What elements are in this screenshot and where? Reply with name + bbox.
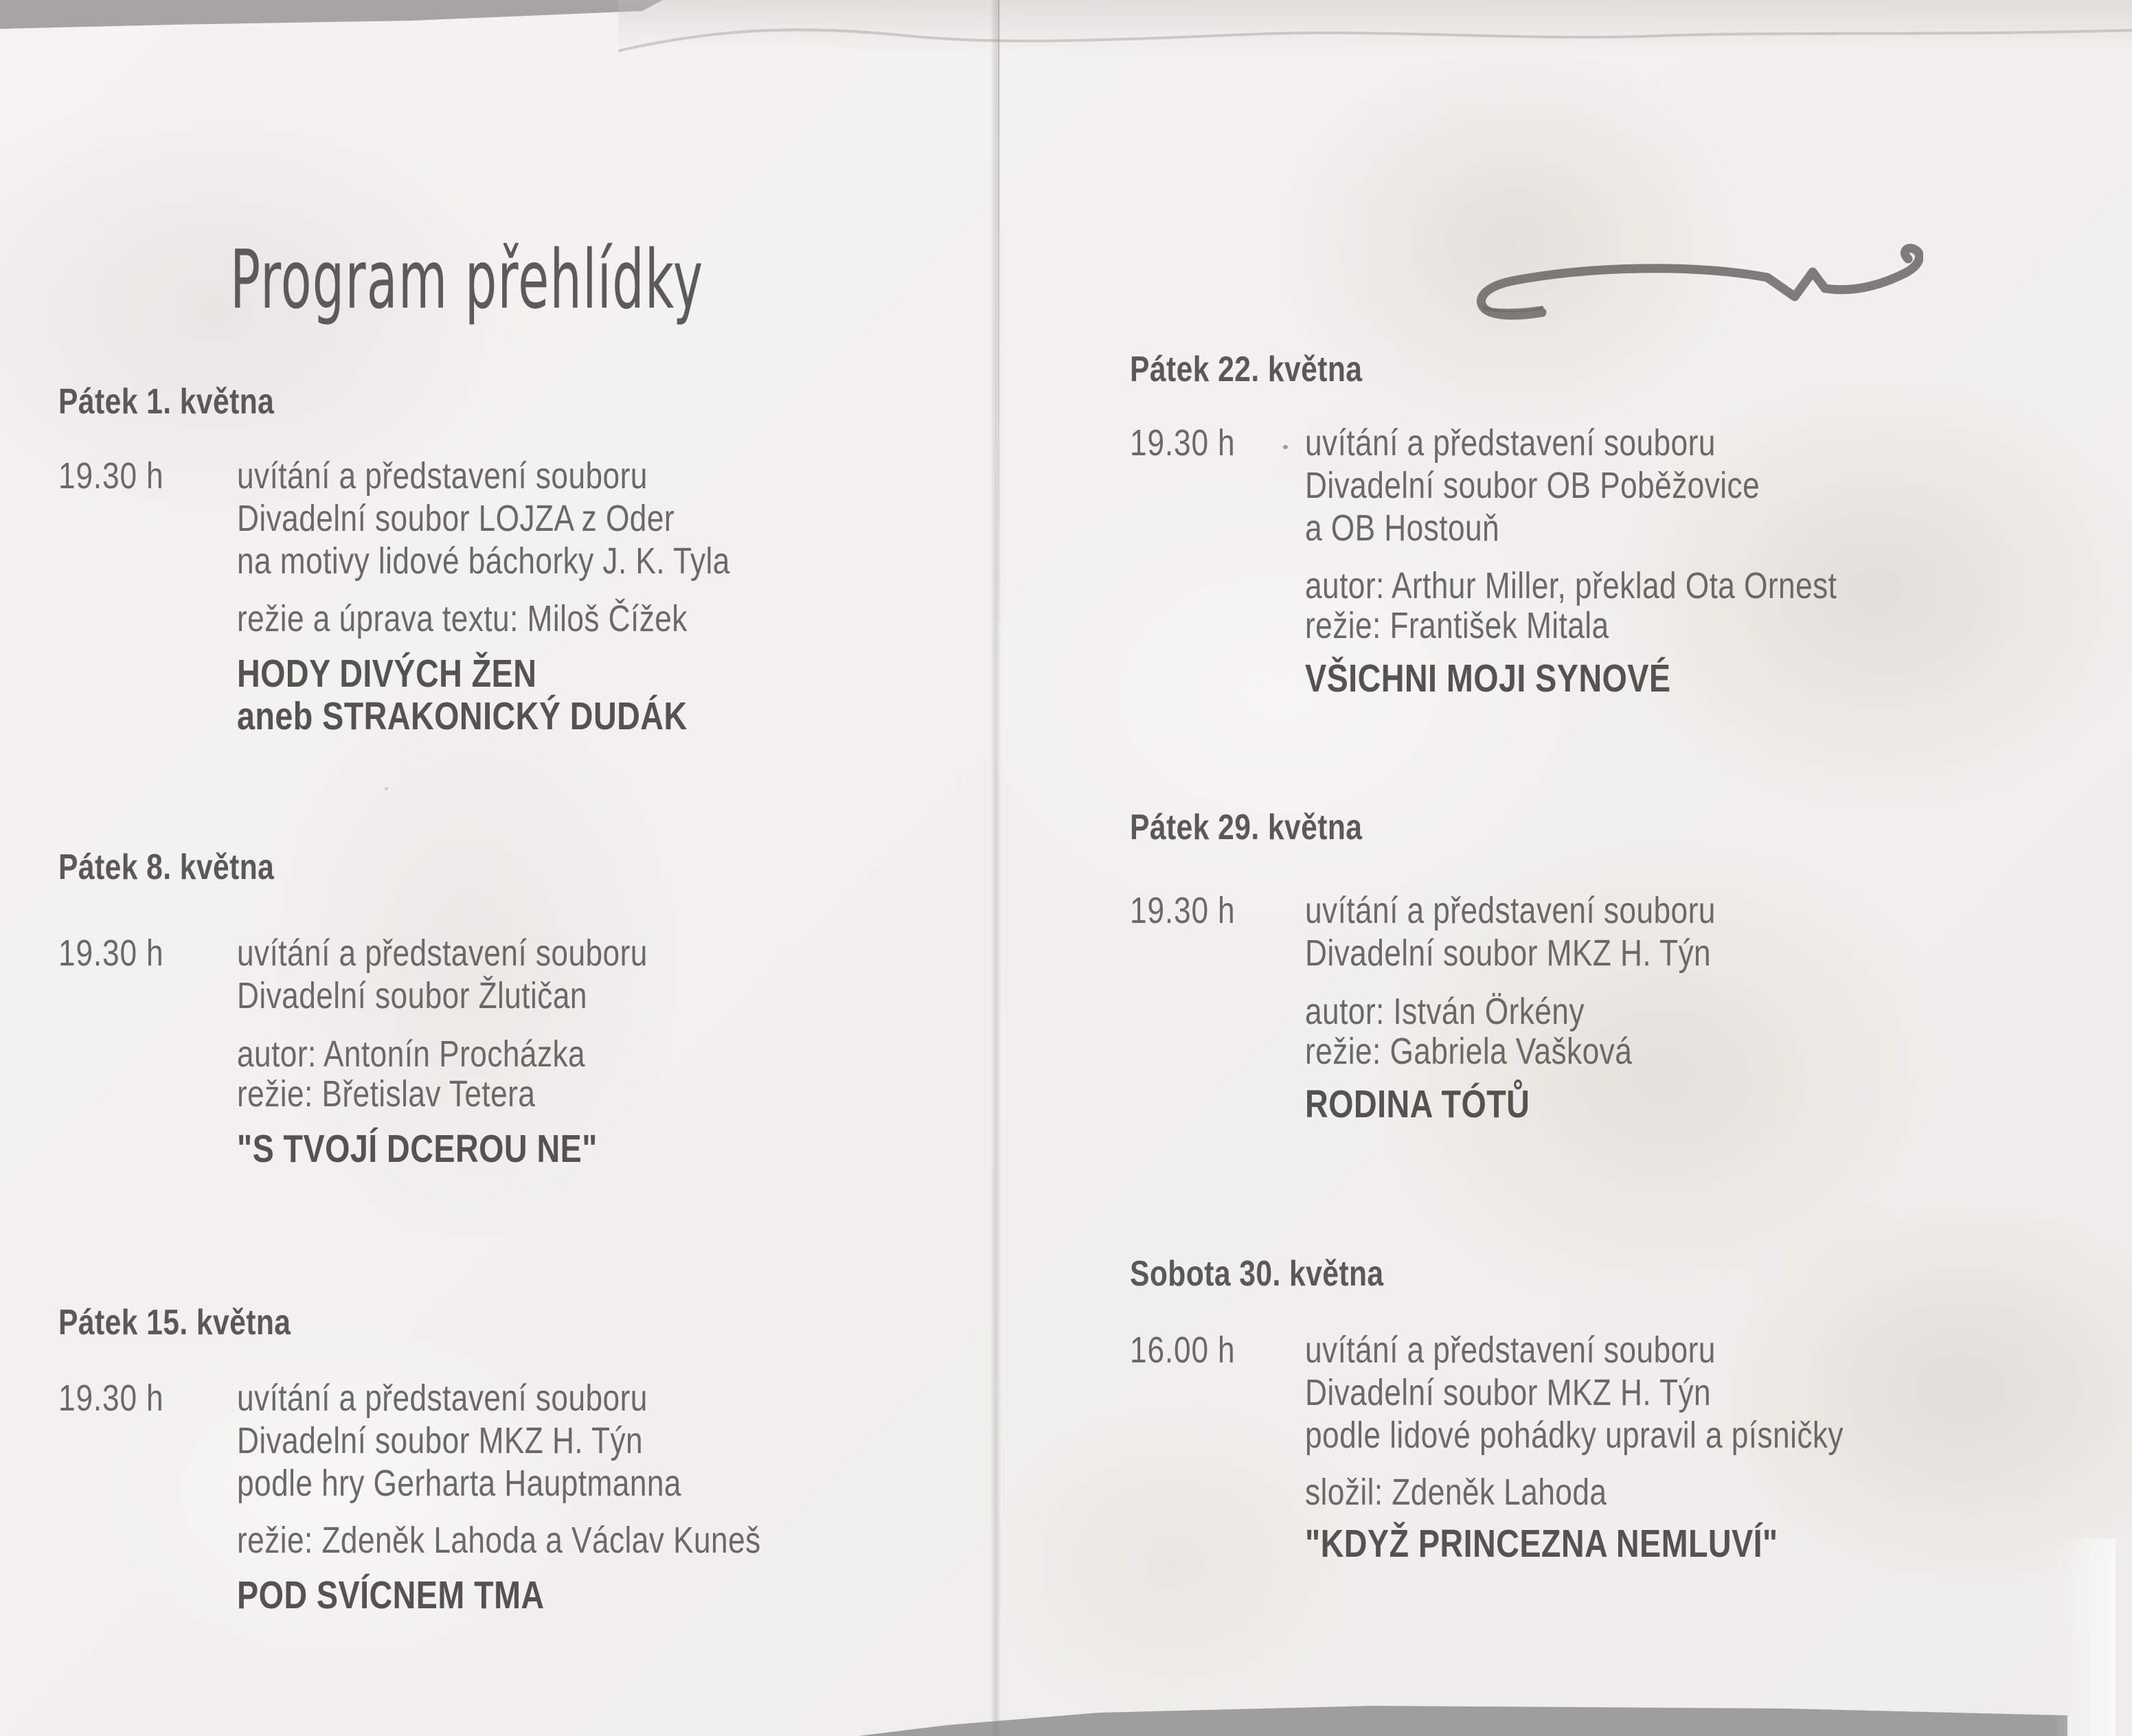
event-description-line: uvítání a představení souboru xyxy=(237,1378,648,1419)
event-description-line: Divadelní soubor OB Poběžovice xyxy=(1305,465,1760,506)
event-description-line: uvítání a představení souboru xyxy=(237,933,648,974)
play-title: "S TVOJÍ DCEROU NE" xyxy=(237,1127,598,1171)
scanner-edge-top xyxy=(0,0,666,32)
page-title: Program přehlídky xyxy=(230,232,704,327)
event-time: 19.30 h xyxy=(58,933,164,974)
event-time: 19.30 h xyxy=(58,1378,164,1419)
event-credit-line: složil: Zdeněk Lahoda xyxy=(1305,1472,1607,1513)
event-description-line: Divadelní soubor MKZ H. Týn xyxy=(1305,933,1712,974)
event-date: Pátek 22. května xyxy=(1130,350,1363,389)
flourish-swash-icon xyxy=(1473,242,1923,338)
event-description-line: Divadelní soubor MKZ H. Týn xyxy=(237,1420,644,1461)
event-credit-line: autor: Arthur Miller, překlad Ota Ornest xyxy=(1305,565,1837,606)
event-description-line: Divadelní soubor Žlutičan xyxy=(237,975,587,1016)
event-description-line: na motivy lidové báchorky J. K. Tyla xyxy=(237,540,730,582)
event-credit-line: autor: Antonín Procházka xyxy=(237,1033,586,1075)
play-title: RODINA TÓTŮ xyxy=(1305,1082,1530,1126)
event-credit-line: režie: František Mitala xyxy=(1305,605,1609,646)
event-description-line: Divadelní soubor LOJZA z Oder xyxy=(237,498,675,539)
event-description-line: podle lidové pohádky upravil a písničky xyxy=(1305,1415,1844,1456)
event-date: Pátek 8. května xyxy=(58,847,275,887)
event-credit-line: režie: Gabriela Vašková xyxy=(1305,1031,1633,1072)
event-description-line: Divadelní soubor MKZ H. Týn xyxy=(1305,1372,1712,1413)
event-time: 19.30 h xyxy=(1130,890,1236,931)
paper-top-fold-wave xyxy=(618,0,2132,62)
event-description-line: a OB Hostouň xyxy=(1305,507,1500,549)
scan-speck xyxy=(1283,445,1288,449)
event-credit-line: režie a úprava textu: Miloš Čížek xyxy=(237,598,688,639)
event-credit-line: autor: István Örkény xyxy=(1305,991,1585,1032)
event-credit-line: režie: Břetislav Tetera xyxy=(237,1073,536,1115)
scan-speck xyxy=(385,787,388,790)
event-description-line: uvítání a představení souboru xyxy=(1305,890,1716,931)
page-fold-crease xyxy=(990,0,1001,1736)
event-time: 16.00 h xyxy=(1130,1329,1236,1371)
event-description-line: podle hry Gerharta Hauptmanna xyxy=(237,1463,681,1504)
event-description-line: uvítání a představení souboru xyxy=(1305,1329,1716,1371)
play-title: HODY DIVÝCH ŽEN xyxy=(237,652,537,696)
event-description-line: uvítání a představení souboru xyxy=(1305,422,1716,464)
play-title: aneb STRAKONICKÝ DUDÁK xyxy=(237,694,688,738)
play-title: "KDYŽ PRINCEZNA NEMLUVÍ" xyxy=(1305,1522,1778,1566)
event-credit-line: režie: Zdeněk Lahoda a Václav Kuneš xyxy=(237,1520,761,1561)
event-date: Pátek 29. května xyxy=(1130,808,1363,847)
event-time: 19.30 h xyxy=(1130,422,1236,464)
play-title: POD SVÍCNEM TMA xyxy=(237,1573,545,1617)
play-title: VŠICHNI MOJI SYNOVÉ xyxy=(1305,656,1671,700)
event-date: Pátek 1. května xyxy=(58,382,275,422)
event-time: 19.30 h xyxy=(58,455,164,496)
event-description-line: uvítání a představení souboru xyxy=(237,455,648,496)
event-date: Pátek 15. května xyxy=(58,1303,291,1343)
paper-edge-highlight xyxy=(2054,1538,2116,1736)
event-date: Sobota 30. května xyxy=(1130,1254,1384,1294)
page-fold-crease-line xyxy=(998,0,999,618)
